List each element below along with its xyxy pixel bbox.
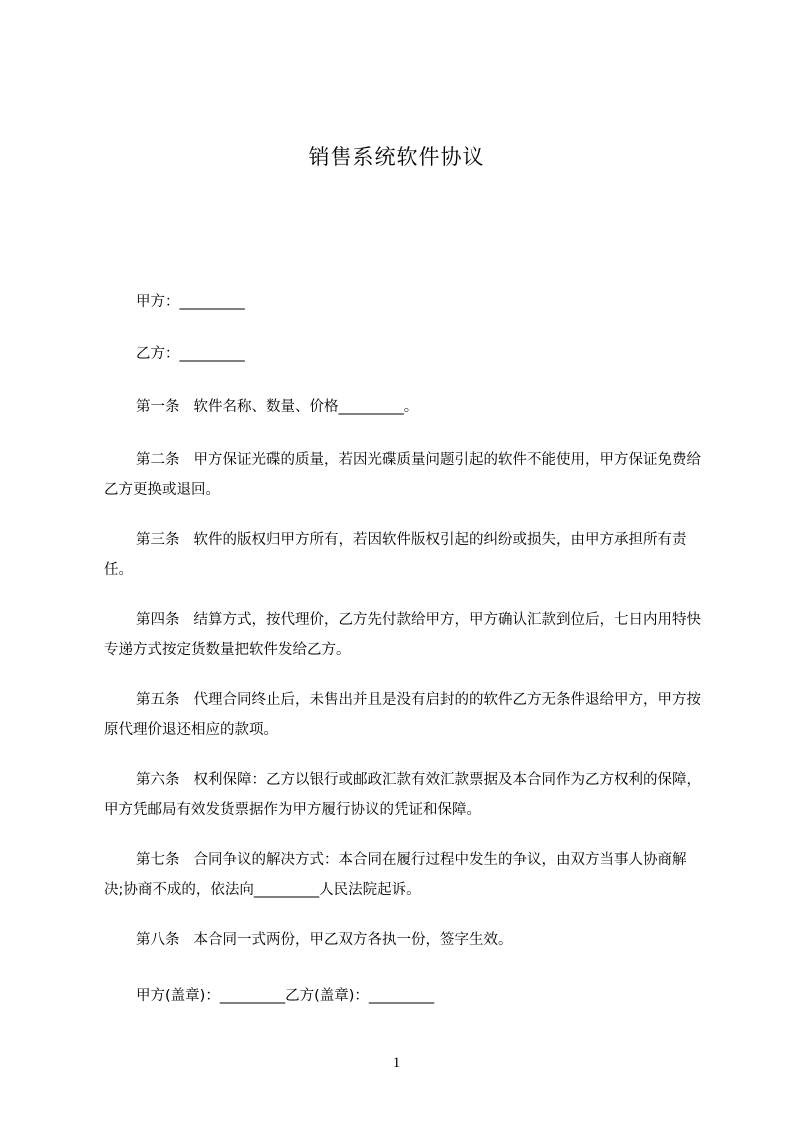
article-text: 代理合同终止后，未售出并且是没有启封的的软件乙方无条件退给甲方，甲方按原代理价退还相应的款项。 <box>104 692 701 738</box>
article-text: 本合同一式两份，甲乙双方各执一份，签字生效。 <box>193 932 513 948</box>
article-text: 合同争议的解决方式：本合同在履行过程中发生的争议，由双方当事人协商解决;协商不成的，依法向_________人民法院起诉。 <box>104 852 687 898</box>
document-title: 销售系统软件协议 <box>308 145 485 169</box>
article-number: 第二条 <box>136 452 180 468</box>
article-number: 第一条 <box>136 399 180 415</box>
article-number: 第七条 <box>136 852 180 868</box>
article-text: 甲方保证光碟的质量，若因光碟质量问题引起的软件不能使用，甲方保证免费给乙方更换或退回。 <box>104 452 701 498</box>
article-text: 结算方式，按代理价，乙方先付款给甲方，甲方确认汇款到位后，七日内用特快专递方式按定货数量把软件发给乙方。 <box>104 612 701 658</box>
article-text: 权利保障：乙方以银行或邮政汇款有效汇款票据及本合同作为乙方权利的保障，甲方凭邮局有效发货票据作为甲方履行协议的凭证和保障。 <box>104 772 701 818</box>
article-8 <box>104 925 704 955</box>
article-number: 第四条 <box>136 612 180 628</box>
article-text: 软件的版权归甲方所有，若因软件版权引起的纠纷或损失，由甲方承担所有责任。 <box>104 532 687 578</box>
party-a-line: 甲方：_________ <box>136 294 245 310</box>
page-number: 1 <box>392 1055 401 1071</box>
article-number: 第八条 <box>136 932 180 948</box>
article-2 <box>104 445 704 505</box>
article-number: 第五条 <box>136 692 180 708</box>
party-b-line: 乙方：_________ <box>136 346 245 362</box>
article-4 <box>104 605 704 665</box>
article-number: 第六条 <box>136 772 180 788</box>
article-3 <box>104 525 704 585</box>
article-5 <box>104 685 704 745</box>
article-6 <box>104 765 704 825</box>
article-7 <box>104 845 704 905</box>
signature-line: 甲方(盖章)：_________乙方(盖章)：_________ <box>136 988 435 1004</box>
article-text: 软件名称、数量、价格_________。 <box>193 399 419 415</box>
article-number: 第三条 <box>136 532 180 548</box>
article-1 <box>104 392 704 422</box>
